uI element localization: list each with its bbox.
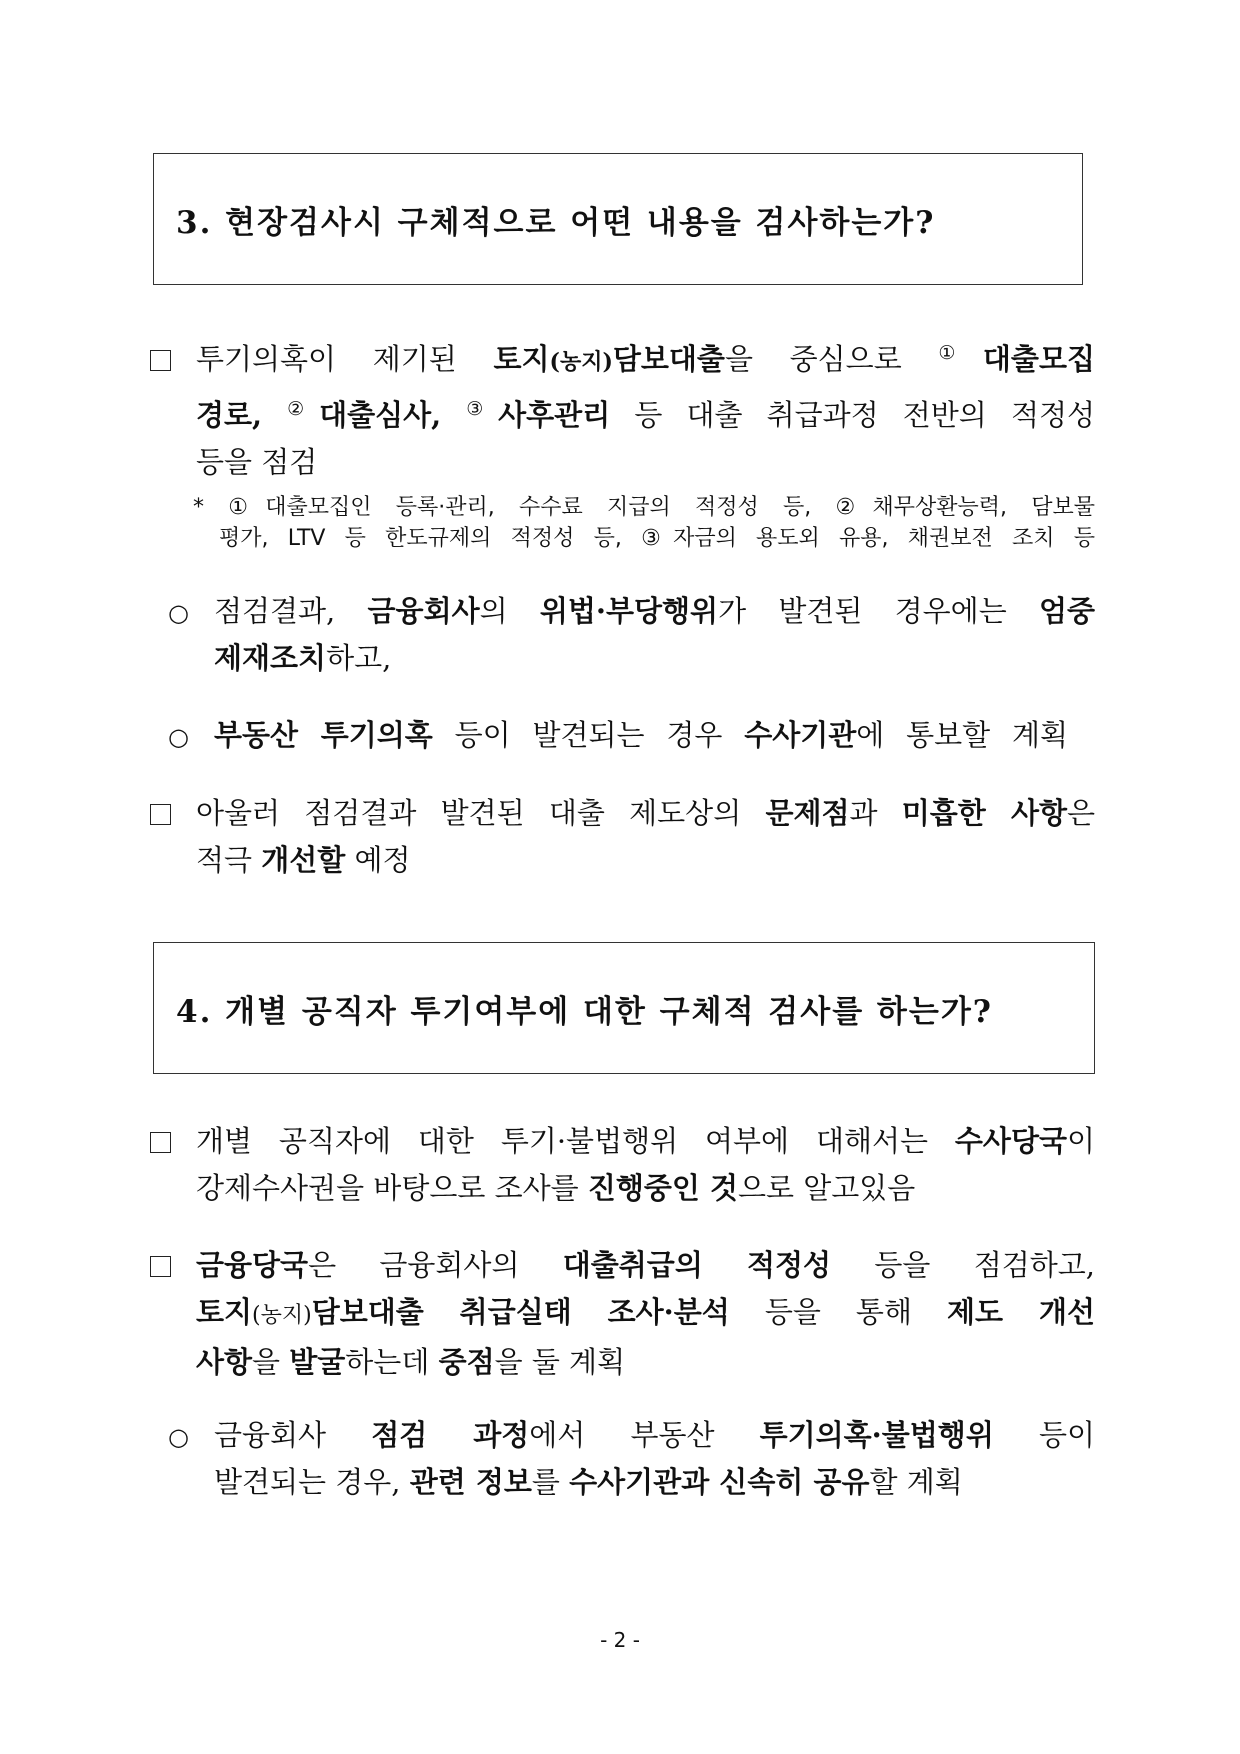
question-title-4: 4. 개별 공직자 투기여부에 대한 구체적 검사를 하는가? <box>176 993 993 1030</box>
square-bullet-icon <box>150 336 196 383</box>
q4-paragraph-2: 금융당국은 금융회사의 대출취급의 적정성 등을 점검하고, 토지(농지)담보대출 취급실태 조사·분석 등을 통해 제도 개선 사항을 발굴하는데 중점을 둘 계획 <box>150 1242 1095 1386</box>
note-line-1: * ①대출모집인 등록·관리, 수수료 지급의 적정성 등, ②채무상환능력, 담보물 <box>193 495 1095 520</box>
square-bullet-icon <box>150 1242 196 1289</box>
q4-circle-item-1: ○ 금융회사 점검 과정에서 부동산 투기의혹·불법행위 등이 발견되는 경우, 관련 정보를 수사기관과 신속히 공유할 계획 <box>168 1412 1095 1506</box>
square-bullet-icon <box>150 790 196 837</box>
question-box-3 <box>153 153 1083 285</box>
note-line-2: 평가, LTV 등 한도규제의 적정성 등, ③자금의 용도외 유용, 채권보전 조치 등 <box>219 526 1095 551</box>
q3-paragraph-2: 아울러 점검결과 발견된 대출 제도상의 문제점과 미흡한 사항은 적극 개선할 예정 <box>150 790 1095 884</box>
q3-paragraph-1: 투기의혹이 제기된 토지(농지)담보대출을 중심으로 ①대출모집 경로, ②대출심사, ③사후관리 등 대출 취급과정 전반의 적정성 등을 점검 <box>150 330 1095 486</box>
circle-bullet-icon: ○ <box>168 599 189 627</box>
question-box-4 <box>153 942 1095 1074</box>
square-bullet-icon <box>150 1118 196 1165</box>
q3-circle-item-1: ○ 점검결과, 금융회사의 위법·부당행위가 발견된 경우에는 엄중 제재조치하고, <box>168 588 1095 682</box>
q3-footnote <box>193 492 1095 554</box>
page-number: - 2 - <box>600 1628 640 1652</box>
circle-bullet-icon: ○ <box>168 723 189 751</box>
question-title-3: 3. 현장검사시 구체적으로 어떤 내용을 검사하는가? <box>176 204 936 241</box>
q4-paragraph-1: 개별 공직자에 대한 투기·불법행위 여부에 대해서는 수사당국이 강제수사권을 바탕으로 조사를 진행중인 것으로 알고있음 <box>150 1118 1095 1212</box>
q3-circle-item-2: ○ 부동산 투기의혹 등이 발견되는 경우 수사기관에 통보할 계획 <box>168 712 1068 761</box>
circle-bullet-icon: ○ <box>168 1423 189 1451</box>
